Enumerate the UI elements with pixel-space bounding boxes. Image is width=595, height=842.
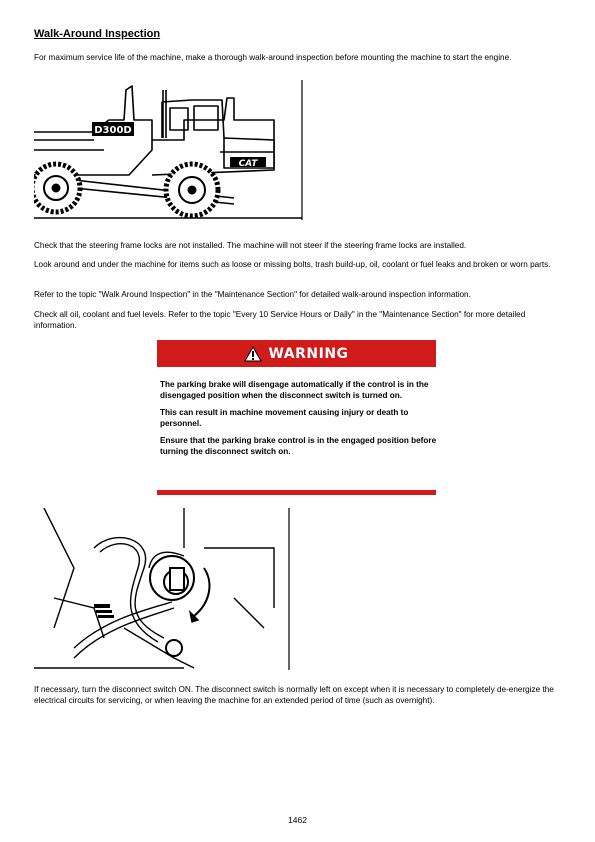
refer-topic-paragraph: Refer to the topic "Walk Around Inspection" in the "Maintenance Section" for detailed walk-around inspection information. — [34, 290, 471, 299]
warning-triangle-icon — [244, 346, 262, 362]
page-number: 1462 — [288, 815, 307, 825]
warning-bottom-bar — [157, 490, 436, 495]
look-around-paragraph: Look around and under the machine for items such as loose or missing bolts, trash build-up, oil, coolant or fuel leaks and broken or worn parts. — [34, 260, 551, 269]
warning-label: WARNING — [268, 345, 349, 362]
closing-paragraph: If necessary, turn the disconnect switch ON. The disconnect switch is normally left on except when it is necessary to completely de-energize the electrical circuits for servicing, or when leaving the machine for an extended period of time (such as overnight). — [34, 685, 554, 705]
section-heading: Walk-Around Inspection — [34, 28, 161, 40]
warning-box — [157, 340, 436, 464]
check-levels-paragraph: Check all oil, coolant and fuel levels. Refer to the topic "Every 10 Service Hours or Daily" in the "Maintenance Section" for more detailed information. — [34, 310, 526, 330]
warning-line: The parking brake will disengage automatically if the control is in the disengaged position when the disconnect switch is turned on. — [160, 380, 429, 400]
warning-line: Ensure that the parking brake control is in the engaged position before turning the disconnect switch on. — [160, 436, 437, 456]
warning-banner — [157, 340, 436, 367]
disconnect-switch-illustration — [34, 508, 296, 672]
steering-lock-paragraph: Check that the steering frame locks are not installed. The machine will not steer if the steering frame locks are installed. — [34, 241, 467, 250]
articulated-truck-illustration — [34, 80, 306, 222]
warning-text — [157, 380, 438, 457]
intro-paragraph: For maximum service life of the machine, make a thorough walk-around inspection before mounting the machine to start the engine. — [34, 53, 512, 62]
warning-line: This can result in machine movement causing injury or death to personnel. — [160, 408, 409, 428]
truck-model-label: D300D — [94, 125, 132, 136]
truck-brand-label: CAT — [238, 159, 258, 169]
